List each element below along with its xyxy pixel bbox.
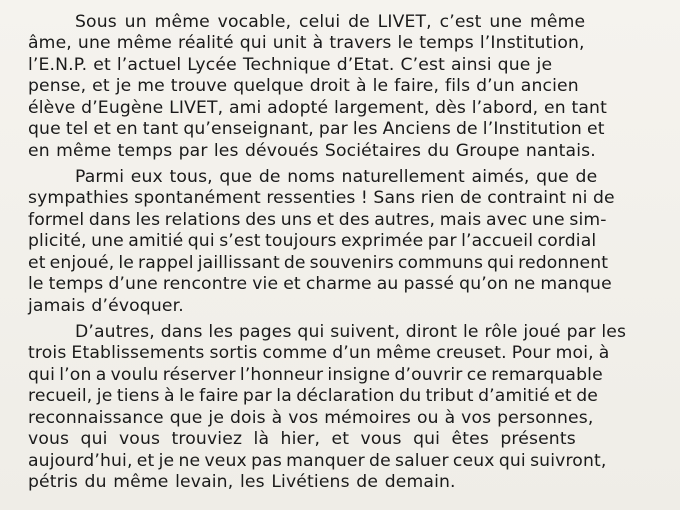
paragraph-3-line-1: D’autres, dans les pages qui suivent, diront le rôle joué par les [75,321,627,342]
paragraph-2-line-6: le temps d’une rencontre vie et charme au passé qu’on ne manque [28,274,612,295]
paragraph-3-line-8: pétris du même levain, les Livétiens de demain. [28,472,456,492]
paragraph-1-line-6: que tel et en tant qu’enseignant, par les Anciens de l’Institution et [28,119,605,140]
paragraph-2-line-2: sympathies spontanément ressenties ! Sans rien de contraint ni de [28,188,615,209]
paragraph-3-line-3: qui l’on a voulu réserver l’honneur insigne d’ouvrir ce remarquable [28,364,603,385]
paragraph-1-line-5: élève d’Eugène LIVET, ami adopté largement, dès l’abord, en tant [28,97,607,118]
paragraph-1-line-1: Sous un même vocable, celui de LIVET, c’est une même [75,12,586,32]
paragraph-2-line-4: plicité, une amitié qui s’est toujours exprimée par l’accueil cordial [28,231,597,252]
paragraph-1-line-4: pense, et je me trouve quelque droit à le faire, fils d’un ancien [28,76,579,97]
paragraph-1-line-2: âme, une même réalité qui unit à travers le temps l’Institution, [28,33,585,54]
paragraph-3-line-6: vous qui vous trouviez là hier, et vous qui êtes présents [28,429,576,450]
paragraph-3-line-2: trois Etablissements sortis comme d’un même creuset. Pour moi, à [28,343,610,364]
paragraph-2-line-3: formel dans les relations des uns et des autres, mais avec une sim- [28,209,607,230]
paragraph-2-line-5: et enjoué, le rappel jaillissant de souvenirs communs qui redonnent [28,252,609,273]
paragraph-1-line-3: l’E.N.P. et l’actuel Lycée Technique d’Etat. C’est ainsi que je [28,54,553,75]
paragraph-3-line-4: recueil, je tiens à le faire par la déclaration du tribut d’amitié et de [28,386,599,407]
paragraph-3-line-5: reconnaissance que je dois à vos mémoires ou à vos personnes, [28,407,594,428]
paragraph-2-line-1: Parmi eux tous, que de noms naturellement aimés, que de [75,166,598,187]
paragraph-1-line-7: en même temps par les dévoués Sociétaires du Groupe nantais. [28,140,596,161]
paragraph-3-line-7: aujourd’hui, et je ne veux pas manquer de saluer ceux qui suivront, [28,450,607,471]
paragraph-2-line-7: jamais d’évoquer. [28,295,184,316]
